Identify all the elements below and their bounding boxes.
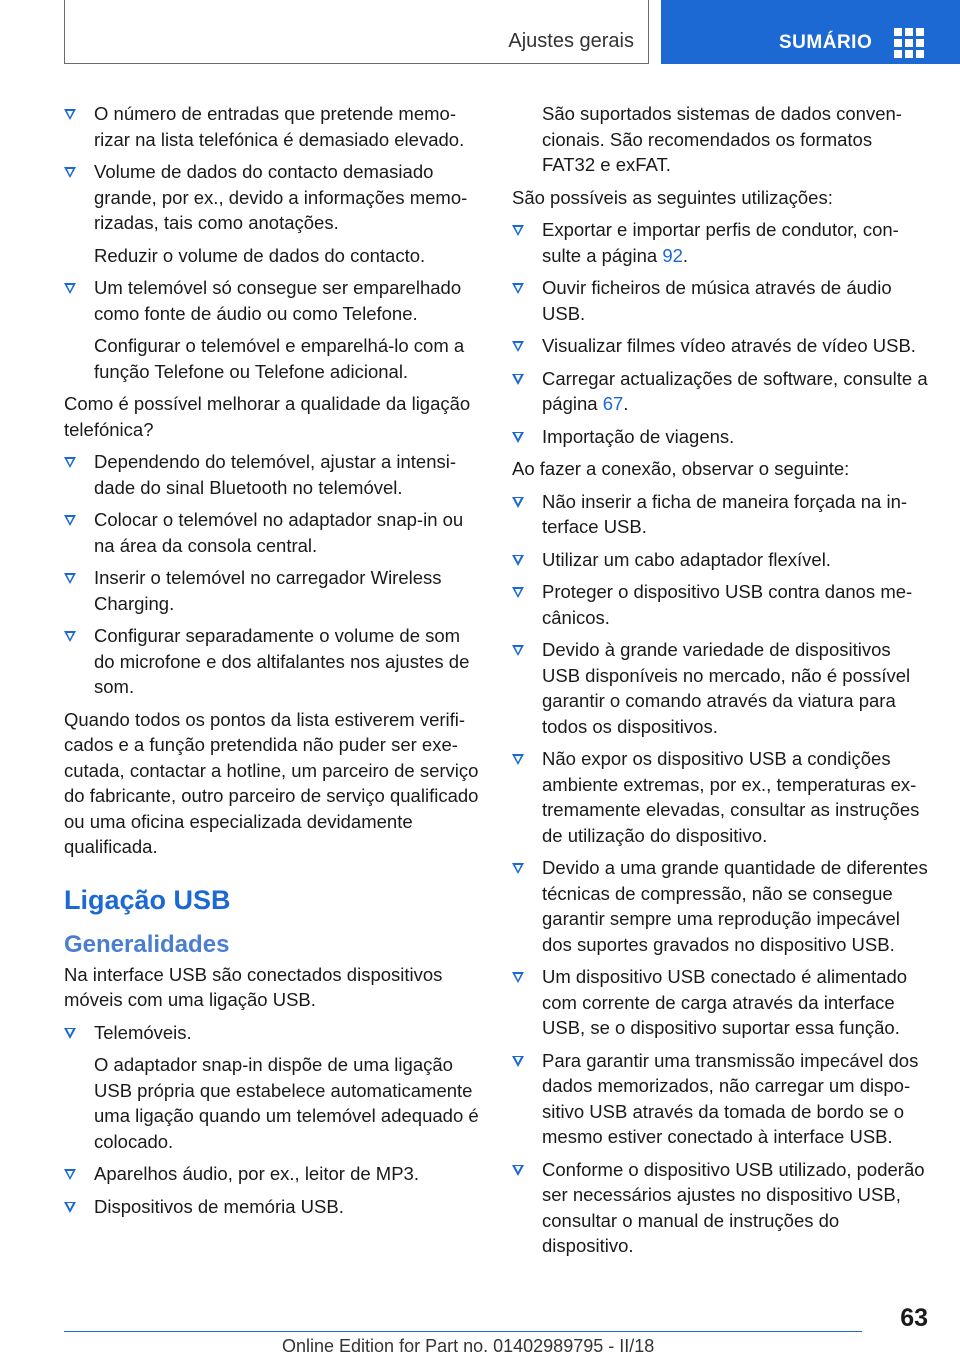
triangle-bullet-icon xyxy=(64,1202,76,1213)
triangle-bullet-icon xyxy=(64,109,76,120)
triangle-bullet-icon xyxy=(512,432,524,443)
triangle-bullet-icon xyxy=(512,225,524,236)
triangle-bullet-icon xyxy=(64,457,76,468)
right-column xyxy=(512,101,928,1266)
header-box xyxy=(64,0,649,64)
triangle-bullet-icon xyxy=(512,341,524,352)
list-item: Dependendo do telemóvel, ajustar a intensidade do sinal Bluetooth no telemóvel. xyxy=(64,449,480,500)
section-title: Ligação USB xyxy=(64,884,231,915)
page-number: 63 xyxy=(900,1304,928,1332)
list-item: Volume de dados do contacto demasiado grande, por ex., devido a informações memorizadas, tais como anotações. xyxy=(64,159,480,236)
triangle-bullet-icon xyxy=(512,497,524,508)
triangle-bullet-icon xyxy=(512,972,524,983)
list-item: Para garantir uma transmissão impecável dos dados memorizados, não carregar um dispositivo USB através da tomada de bordo se o mesmo estiver conectado à interface USB. xyxy=(512,1048,928,1150)
list-item-remedy: Configurar o telemóvel e emparelhá-lo com a função Telefone ou Telefone adicional. xyxy=(94,335,465,382)
triangle-bullet-icon xyxy=(512,1165,524,1176)
list-item: Telemóveis. xyxy=(64,1020,480,1046)
question-paragraph: Como é possível melhorar a qualidade da ligação telefónica? xyxy=(64,393,471,440)
triangle-bullet-icon xyxy=(64,573,76,584)
triangle-bullet-icon xyxy=(64,283,76,294)
footer-edition: Online Edition for Part no. 01402989795 - II/18 xyxy=(282,1336,655,1356)
list-item: Aparelhos áudio, por ex., leitor de MP3. xyxy=(64,1161,480,1187)
list-item-continuation: São suportados sistemas de dados convencionais. São recomendados os formatos FAT32 e exFAT. xyxy=(542,103,902,175)
list-item-detail: O adaptador snap-in dispõe de uma ligação USB própria que estabelece automaticamente uma ligação quando um telemóvel adequado é colocado. xyxy=(94,1054,479,1152)
connect-intro: Ao fazer a conexão, observar o seguinte: xyxy=(512,458,850,479)
subsection-title: Generalidades xyxy=(64,930,230,958)
list-item: Configurar separadamente o volume de som do microfone e dos altifalantes nos ajustes de som. xyxy=(64,623,480,700)
list-item: Colocar o telemóvel no adaptador snap-in ou na área da consola central. xyxy=(64,507,480,558)
triangle-bullet-icon xyxy=(512,645,524,656)
list-item: Devido à grande variedade de dispositivos USB disponíveis no mercado, não é possível garantir o comando através da viatura para todos os dispositivos. xyxy=(512,637,928,739)
triangle-bullet-icon xyxy=(512,587,524,598)
uses-intro: São possíveis as seguintes utilizações: xyxy=(512,186,833,208)
list-item: Um telemóvel só consegue ser emparelhado como fonte de áudio ou como Telefone. xyxy=(64,275,480,326)
triangle-bullet-icon xyxy=(512,863,524,874)
triangle-bullet-icon xyxy=(512,754,524,765)
triangle-bullet-icon xyxy=(64,631,76,642)
list-item: Dispositivos de memória USB. xyxy=(64,1194,480,1220)
triangle-bullet-icon xyxy=(512,1056,524,1067)
triangle-bullet-icon xyxy=(64,1169,76,1180)
list-item: Utilizar um cabo adaptador flexível. xyxy=(512,547,928,573)
page-link[interactable]: 67 xyxy=(602,393,624,414)
left-column xyxy=(64,101,480,1226)
list-item: Proteger o dispositivo USB contra danos mecânicos. xyxy=(512,579,928,630)
list-item: Carregar actualizações de software, consulte a página 67. xyxy=(512,366,928,417)
list-item-remedy: Reduzir o volume de dados do contacto. xyxy=(94,244,426,266)
list-item: Um dispositivo USB conectado é alimentado com corrente de carga através da interface USB, se o dispositivo suportar essa função. xyxy=(512,964,928,1041)
triangle-bullet-icon xyxy=(512,555,524,566)
list-item: Conforme o dispositivo USB utilizado, poderão ser necessários ajustes no dispositivo USB, consultar o manual de instruções do dispositivo. xyxy=(512,1157,928,1259)
list-item: Não expor os dispositivo USB a condições ambiente extremas, por ex., temperaturas extremamente elevadas, consultar as instruções de utilização do dispositivo. xyxy=(512,746,928,848)
list-item: O número de entradas que pretende memorizar na lista telefónica é demasiado elevado. xyxy=(64,101,480,152)
triangle-bullet-icon xyxy=(64,515,76,526)
summary-button[interactable] xyxy=(661,0,960,64)
list-item: Inserir o telemóvel no carregador Wireless Charging. xyxy=(64,565,480,616)
intro-paragraph: Na interface USB são conectados dispositivos móveis com uma ligação USB. xyxy=(64,963,443,1010)
triangle-bullet-icon xyxy=(512,283,524,294)
list-item: Não inserir a ficha de maneira forçada na interface USB. xyxy=(512,489,928,540)
list-item: Exportar e importar perfis de condutor, consulte a página 92. xyxy=(512,217,928,268)
chapter-title: Ajustes gerais xyxy=(508,30,634,52)
closing-paragraph: Quando todos os pontos da lista estiverem verificados e a função pretendida não puder ser executada, contactar a hotline, um parceiro de serviço do fabricante, outro parceiro de serviço qualificado ou uma oficina especializada devidamente qualificada. xyxy=(64,708,479,857)
list-item: Ouvir ficheiros de música através de áudio USB. xyxy=(512,275,928,326)
list-item: Devido a uma grande quantidade de diferentes técnicas de compressão, não se consegue garantir sempre uma reprodução impecável dos suportes gravados no dispositivo USB. xyxy=(512,855,928,957)
page-link[interactable]: 92 xyxy=(662,244,683,266)
triangle-bullet-icon xyxy=(64,1028,76,1039)
summary-label: SUMÁRIO xyxy=(779,32,873,53)
triangle-bullet-icon xyxy=(512,374,524,385)
list-item: Importação de viagens. xyxy=(512,424,928,450)
triangle-bullet-icon xyxy=(64,167,76,178)
list-item: Visualizar filmes vídeo através de vídeo USB. xyxy=(512,333,928,359)
grid-menu-icon xyxy=(894,28,924,58)
footer-divider xyxy=(64,1331,862,1332)
